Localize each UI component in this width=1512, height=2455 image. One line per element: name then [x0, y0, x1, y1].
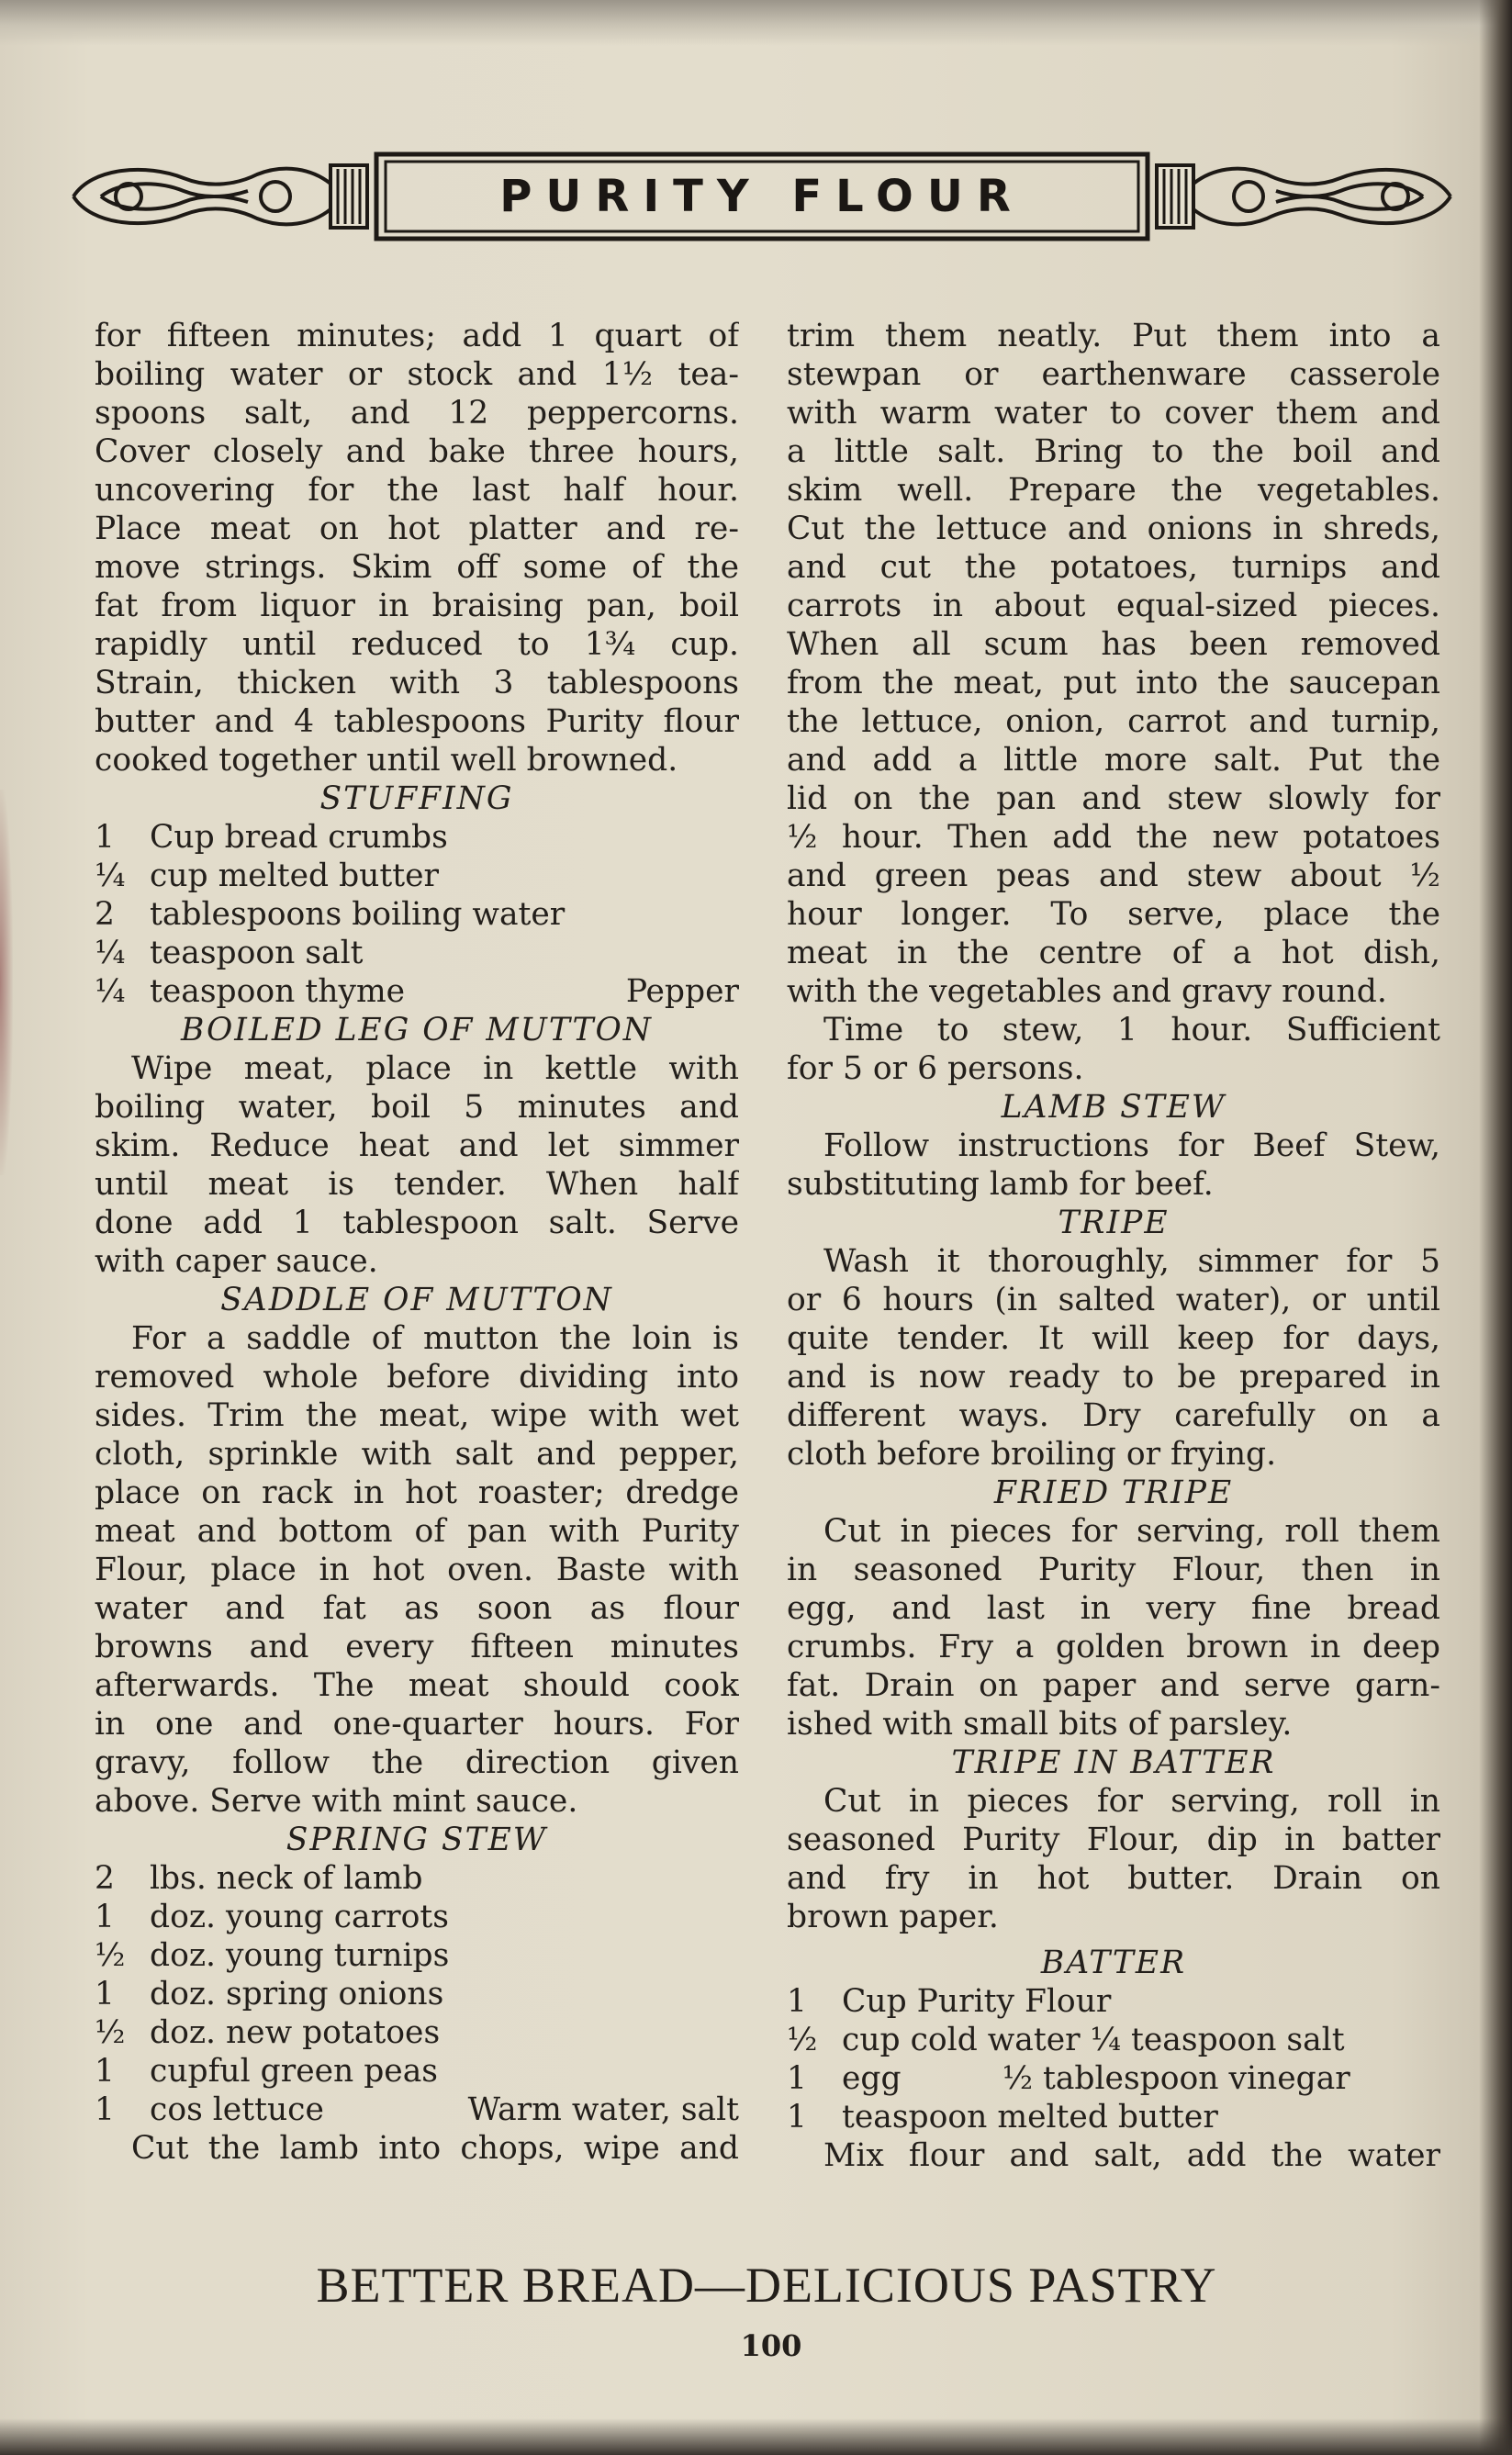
ingredient-text: cos lettuce [150, 2091, 324, 2128]
text-line: Wipe meat, place in kettle with [131, 1050, 739, 1087]
footer-slogan: BETTER BREAD—DELICIOUS PASTRY [316, 2258, 1217, 2313]
text-line: fat. Drain on paper and serve garn- [787, 1667, 1440, 1704]
text-line: lid on the pan and stew slowly for [787, 780, 1440, 817]
left-column [95, 317, 739, 2226]
text-line: Cut in pieces for serving, roll in [823, 1783, 1440, 1820]
ingredient-item [95, 895, 739, 934]
text-line: Strain, thicken with 3 tablespoons [95, 665, 739, 701]
ingredient-qty: ¼ [95, 858, 126, 894]
page-bottom-edge [0, 2418, 1512, 2455]
ingredient-extra: Warm water, salt [467, 2091, 739, 2128]
page-left-shadow [0, 790, 13, 1175]
text-line: uncovering for the last half hour. [95, 472, 739, 509]
text-line: Place meat on hot platter and re- [95, 510, 739, 547]
text-line: place on rack in hot roaster; dredge [95, 1474, 739, 1511]
ingredient-item [95, 2013, 739, 2052]
ingredient-qty: 2 [95, 1860, 115, 1897]
recipe-heading-lamb-stew: LAMB STEW [1001, 1089, 1226, 1126]
text-line: removed whole before dividing into [95, 1359, 739, 1396]
text-line: in seasoned Purity Flour, then in [787, 1552, 1440, 1588]
ingredient-qty: ¼ [95, 973, 126, 1010]
text-line: Wash it thoroughly, simmer for 5 [823, 1243, 1440, 1280]
text-line: the lettuce, onion, carrot and turnip, [787, 703, 1440, 740]
text-line: Cover closely and bake three hours, [95, 433, 739, 470]
ingredient-qty: 1 [95, 1899, 115, 1935]
text-line: boiling water or stock and 1½ tea- [95, 356, 739, 393]
text-line: Flour, place in hot oven. Baste with [95, 1552, 739, 1588]
text-line: skim well. Prepare the vegetables. [787, 472, 1440, 509]
recipe-heading-tripe: TRIPE [1058, 1205, 1170, 1241]
recipe-heading-boiled-leg: BOILED LEG OF MUTTON [181, 1012, 653, 1048]
ingredient-qty: 1 [95, 819, 115, 856]
text-line: with the vegetables and gravy round. [787, 973, 1387, 1010]
text-line: Follow instructions for Beef Stew, [823, 1127, 1440, 1164]
text-line: and green peas and stew about ½ [787, 858, 1440, 894]
text-line: cloth before broiling or frying. [787, 1436, 1277, 1473]
text-line: in one and one-quarter hours. For [95, 1706, 739, 1743]
ingredient-text: egg [842, 2060, 902, 2097]
text-line: Mix flour and salt, add the water [823, 2137, 1440, 2174]
text-line: with warm water to cover them and [787, 395, 1440, 432]
ingredient-extra: Pepper [625, 973, 739, 1010]
ingredient-qty: ½ [95, 2014, 126, 2051]
text-line: boiling water, boil 5 minutes and [95, 1089, 739, 1126]
ingredient-text: tablespoons boiling water [150, 896, 566, 933]
text-line: afterwards. The meat should cook [95, 1667, 739, 1704]
text-line: until meat is tender. When half [95, 1166, 739, 1203]
text-line: meat and bottom of pan with Purity [95, 1513, 739, 1550]
text-line: ½ hour. Then add the new potatoes [787, 819, 1440, 856]
ingredient-qty: ½ [787, 2022, 818, 2058]
ingredient-qty: 1 [95, 2053, 115, 2090]
text-line: ished with small bits of parsley. [787, 1706, 1293, 1743]
text-line: gravy, follow the direction given [95, 1744, 739, 1781]
text-line: for fifteen minutes; add 1 quart of [95, 318, 739, 354]
text-line: carrots in about equal-sized pieces. [787, 588, 1440, 624]
text-line: from the meat, put into the saucepan [787, 665, 1440, 701]
text-line: quite tender. It will keep for days, [787, 1320, 1440, 1357]
text-line: meat in the centre of a hot dish, [787, 935, 1440, 971]
ingredient-item [95, 1859, 739, 1898]
ingredient-text: doz. young carrots [150, 1899, 449, 1935]
ingredient-qty: ½ [95, 1937, 126, 1974]
text-line: trim them neatly. Put them into a [787, 318, 1440, 354]
recipe-heading-fried-tripe: FRIED TRIPE [993, 1474, 1234, 1511]
text-line: for 5 or 6 persons. [787, 1050, 1084, 1087]
ingredient-text: teaspoon salt [150, 935, 364, 971]
text-line: substituting lamb for beef. [787, 1166, 1214, 1203]
page-top-edge [0, 0, 1512, 46]
text-line: Cut the lamb into chops, wipe and [131, 2130, 739, 2167]
ingredient-qty: ¼ [95, 935, 126, 971]
text-line: sides. Trim the meat, wipe with wet [95, 1397, 739, 1434]
text-line: different ways. Dry carefully on a [787, 1397, 1440, 1434]
ingredient-text: lbs. neck of lamb [150, 1860, 423, 1897]
text-line: seasoned Purity Flour, dip in batter [787, 1822, 1440, 1858]
text-line: cooked together until well browned. [95, 742, 678, 779]
text-line: browns and every fifteen minutes [95, 1629, 739, 1665]
text-line: fat from liquor in braising pan, boil [95, 588, 739, 624]
text-line: rapidly until reduced to 1¾ cup. [95, 626, 739, 663]
text-line: skim. Reduce heat and let simmer [95, 1127, 739, 1164]
ingredient-qty: 1 [787, 2099, 807, 2136]
text-line: hour longer. To serve, place the [787, 896, 1440, 933]
ingredient-item [787, 2021, 1440, 2059]
page-header-banner [64, 147, 1460, 246]
ingredient-text: doz. new potatoes [150, 2014, 441, 2051]
right-column [787, 317, 1440, 2226]
ingredient-text: teaspoon melted butter [842, 2099, 1218, 2136]
text-line: a little salt. Bring to the boil and [787, 433, 1440, 470]
text-line: brown paper. [787, 1899, 999, 1935]
ingredient-item [787, 2059, 1440, 2098]
text-line: Cut the lettuce and onions in shreds, [787, 510, 1440, 547]
text-line: or 6 hours (in salted water), or until [787, 1282, 1440, 1318]
ingredient-text: cup melted butter [150, 858, 440, 894]
text-line: For a saddle of mutton the loin is [131, 1320, 739, 1357]
text-line: and cut the potatoes, turnips and [787, 549, 1440, 586]
text-line: Time to stew, 1 hour. Sufficient [823, 1012, 1440, 1048]
text-line: and fry in hot butter. Drain on [787, 1860, 1440, 1897]
recipe-heading-saddle: SADDLE OF MUTTON [220, 1282, 613, 1318]
page-number: 100 [740, 2328, 802, 2363]
text-line: stewpan or earthenware casserole [787, 356, 1440, 393]
ingredient-text: doz. spring onions [150, 1976, 444, 2012]
ingredient-item [95, 2091, 739, 2129]
ingredient-qty: 1 [787, 2060, 807, 2097]
ingredient-qty: 1 [787, 1983, 807, 2020]
ingredient-text: Cup Purity Flour [842, 1983, 1112, 2020]
ingredient-extra: ½ tablespoon vinegar [1002, 2060, 1350, 2097]
text-line: above. Serve with mint sauce. [95, 1783, 578, 1820]
page-right-edge [1479, 0, 1512, 2455]
ingredient-text: doz. young turnips [150, 1937, 450, 1974]
ingredient-item [95, 1898, 739, 1936]
text-line: spoons salt, and 12 peppercorns. [95, 395, 739, 432]
ingredient-item [95, 818, 739, 857]
ingredient-item [95, 1975, 739, 2013]
recipe-heading-batter: BATTER [1040, 1945, 1187, 1981]
ingredient-item [787, 1982, 1440, 2021]
ingredient-qty: 1 [95, 1976, 115, 2012]
text-line: crumbs. Fry a golden brown in deep [787, 1629, 1440, 1665]
ingredient-item [95, 857, 739, 895]
text-line: with caper sauce. [95, 1243, 378, 1280]
ingredient-item [95, 2052, 739, 2091]
ingredient-qty: 2 [95, 896, 115, 933]
ingredient-item [95, 934, 739, 972]
ingredient-item [95, 972, 739, 1011]
text-line: and is now ready to be prepared in [787, 1359, 1440, 1396]
text-line: water and fat as soon as flour [95, 1590, 739, 1627]
recipe-heading-tripe-in-batter: TRIPE IN BATTER [951, 1744, 1276, 1781]
text-line: egg, and last in very fine bread [787, 1590, 1440, 1627]
text-line: and add a little more salt. Put the [787, 742, 1440, 779]
recipe-heading-spring-stew: SPRING STEW [286, 1822, 548, 1858]
ingredient-text: teaspoon thyme [150, 973, 406, 1010]
ingredient-item [95, 1936, 739, 1975]
ingredient-text: cup cold water ¼ teaspoon salt [842, 2022, 1345, 2058]
text-line: butter and 4 tablespoons Purity flour [95, 703, 739, 740]
text-line: Cut in pieces for serving, roll them [823, 1513, 1440, 1550]
ingredient-qty: 1 [95, 2091, 115, 2128]
header-title: PURITY FLOUR [499, 171, 1025, 222]
text-line: When all scum has been removed [787, 626, 1440, 663]
ingredient-item [787, 2098, 1440, 2136]
text-line: move strings. Skim off some of the [95, 549, 739, 586]
text-line: cloth, sprinkle with salt and pepper, [95, 1436, 739, 1473]
ingredient-text: cupful green peas [150, 2053, 438, 2090]
ingredient-text: Cup bread crumbs [150, 819, 448, 856]
text-line: done add 1 tablespoon salt. Serve [95, 1205, 739, 1241]
recipe-heading-stuffing: STUFFING [319, 780, 514, 817]
